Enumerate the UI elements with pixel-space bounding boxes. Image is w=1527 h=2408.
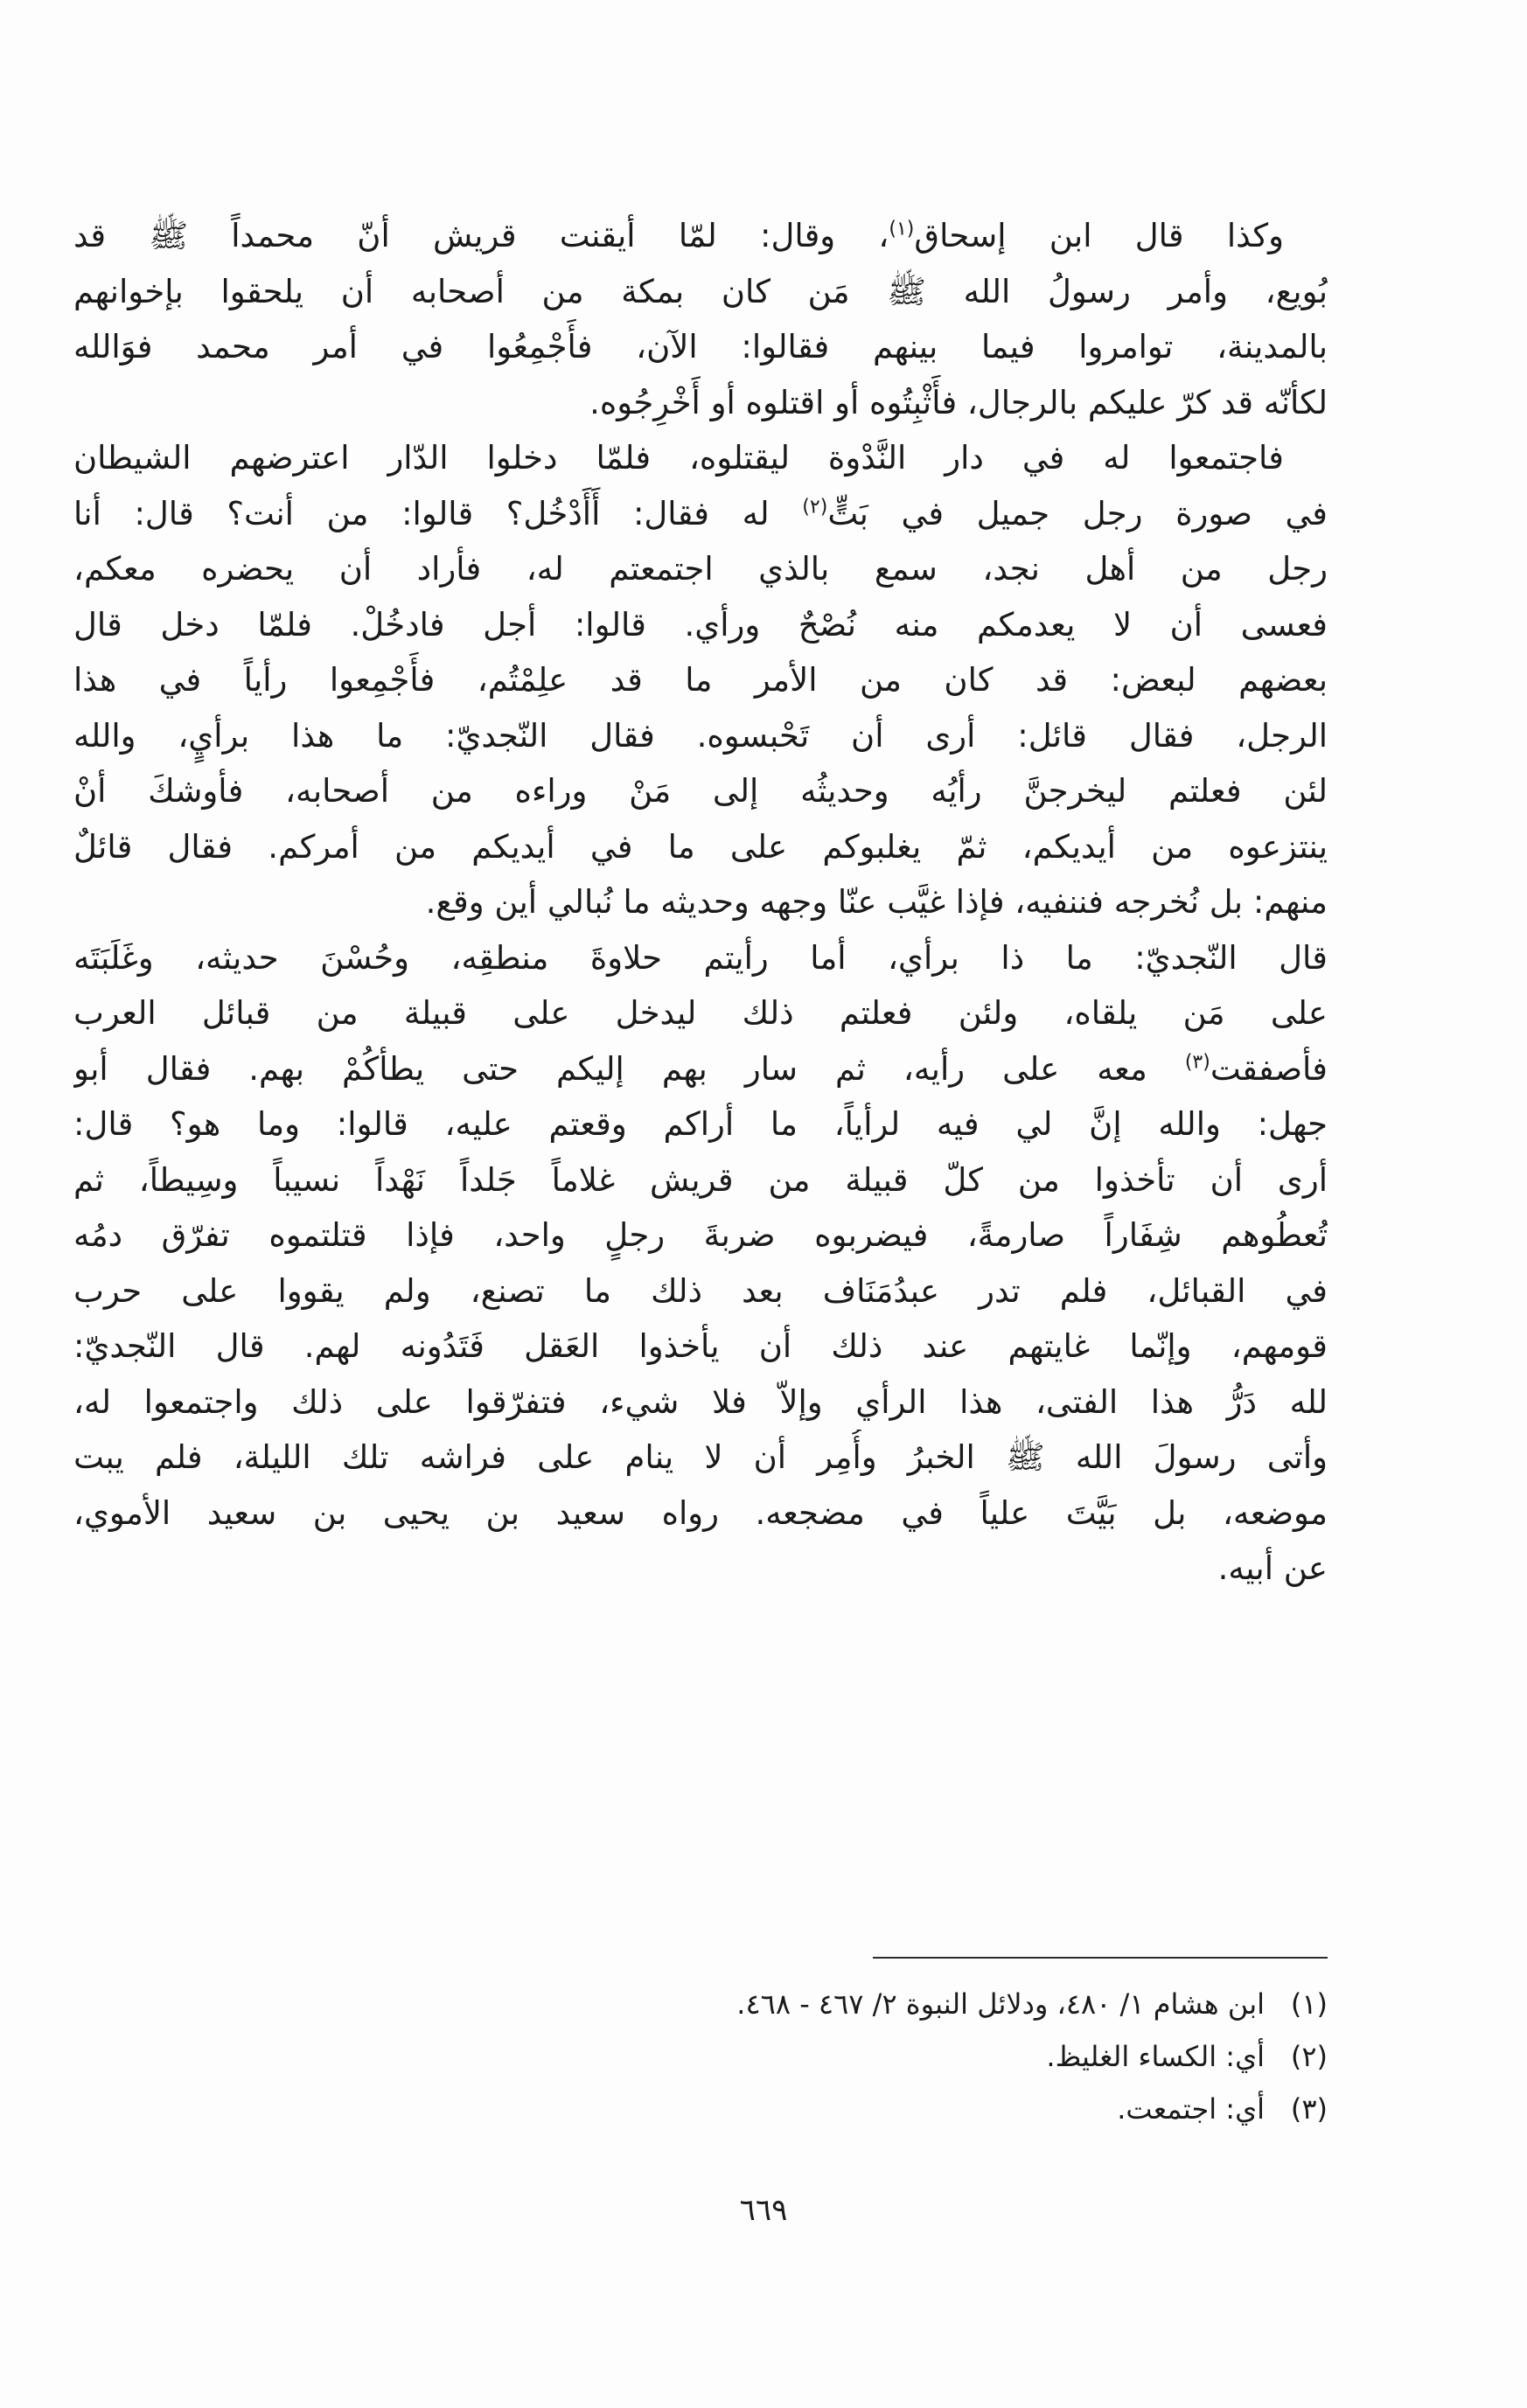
text-line: عن أبيه.	[1217, 1549, 1328, 1587]
footnote-ref[interactable]: (٣)	[1184, 1051, 1210, 1074]
text-line: قومهم، وإنّما غايتهم عند ذلك أن يأخذوا العَقل فَتَدُونه لهم. قال النّجديّ:	[73, 1327, 1328, 1365]
text-line: وكذا قال ابن إسحاق$^{(١)}$، وقال: لمّا أيقنت قريش أنّ محمداً ﷺ قد	[73, 217, 1284, 254]
text-line: على مَن يلقاه، ولئن فعلتم ذلك ليدخل على قبيلة من قبائل العرب	[73, 994, 1328, 1032]
main-text	[73, 208, 1328, 1597]
text-line: في صورة رجل جميل في بَتٍّ$^{(٢)}$ له فقال: أَأَدْخُل؟ قالوا: من أنت؟ قال: أنا	[73, 494, 1328, 532]
text-line: تُعطُوهم شِفَاراً صارمةً، فيضربوه ضربةَ رجلٍ واحد، فإذا قتلتموه تفرّق دمُه	[73, 1216, 1328, 1254]
footnote-item	[73, 1978, 1328, 2030]
text-line: بُويع، وأمر رسولُ الله ﷺ مَن كان بمكة من أصحابه أن يلحقوا بإخوانهم	[73, 272, 1328, 310]
text-line: منهم: بل نُخرجه فننفيه، فإذا غيَّب عنّا وجهه وحديثه ما نُبالي أين وقع.	[425, 883, 1328, 921]
text-line: جهل: والله إنَّ لي فيه لرأياً، ما أراكم وقعتم عليه، قالوا: وما هو؟ قال:	[73, 1105, 1328, 1143]
text-line: وأتى رسولَ الله ﷺ الخبرُ وأُمِر أن لا ينام على فراشه تلك الليلة، فلم يبت	[73, 1438, 1328, 1476]
text-line: فعسى أن لا يعدمكم منه نُصْحٌ ورأي. قالوا: أجل فادخُلْ. فلمّا دخل قال	[73, 605, 1328, 644]
text-line: لكأنّه قد كرّ عليكم بالرجال، فأَثْبِتُوه أو اقتلوه أو أَخْرِجُوه.	[589, 383, 1328, 421]
page-number: ٦٦٩	[739, 2193, 788, 2228]
text-line: بعضهم لبعض: قد كان من الأمر ما قد علِمْتُم، فأَجْمِعوا رأياً في هذا	[73, 661, 1328, 699]
text-line: الرجل، فقال قائل: أرى أن تَحْبسوه. فقال النّجديّ: ما هذا برأيٍ، والله	[73, 716, 1328, 755]
footnote-item	[73, 2030, 1328, 2083]
footnote-text: ابن هشام ١/ ٤٨٠، ودلائل النبوة ٢/ ٤٦٧ - ٤٦٨.	[736, 1987, 1265, 2021]
footnote-text: أي: الكساء الغليظ.	[1046, 2040, 1265, 2073]
text-line: ينتزعوه من أيديكم، ثمّ يغلبوكم على ما في أيديكم من أمركم. فقال قائلٌ	[73, 827, 1328, 866]
footnote-number: (١)	[1290, 1987, 1328, 2021]
footnote-separator	[873, 1957, 1328, 1959]
footnotes	[73, 1978, 1328, 2135]
footnote-ref[interactable]: (٢)	[802, 496, 828, 518]
footnote-text: أي: اجتمعت.	[1117, 2092, 1265, 2126]
text-line: فأصفقت$^{(٣)}$ معه على رأيه، ثم سار بهم إليكم حتى يطأكُمْ بهم. فقال أبو	[73, 1049, 1328, 1088]
text-line: أرى أن تأخذوا من كلّ قبيلة من قريش غلاماً جَلداً نَهْداً نسيباً وسِيطاً، ثم	[73, 1160, 1328, 1199]
text-line: في القبائل، فلم تدر عبدُمَنَاف بعد ذلك ما تصنع، ولم يقووا على حرب	[73, 1271, 1328, 1310]
footnote-item	[73, 2083, 1328, 2135]
text-line: لله دَرُّ هذا الفتى، هذا الرأي وإلاّ فلا شيء، فتفرّقوا على ذلك واجتمعوا له،	[73, 1382, 1328, 1421]
footnote-ref[interactable]: (١)	[889, 218, 915, 240]
text-line: بالمدينة، توامروا فيما بينهم فقالوا: الآن، فأَجْمِعُوا في أمر محمد فوَالله	[73, 328, 1328, 365]
text-line: موضعه، بل بَيَّتَ علياً في مضجعه. رواه سعيد بن يحيى بن سعيد الأموي،	[73, 1493, 1328, 1532]
text-line: فاجتمعوا له في دار النَّدْوة ليقتلوه، فلمّا دخلوا الدّار اعترضهم الشيطان	[73, 439, 1284, 477]
footnote-number: (٣)	[1290, 2092, 1328, 2126]
text-line: قال النّجديّ: ما ذا برأي، أما رأيتم حلاوةَ منطقِه، وحُسْنَ حديثه، وغَلَبَتَه	[73, 938, 1328, 977]
text-line: لئن فعلتم ليخرجنَّ رأيُه وحديثُه إلى مَنْ وراءه من أصحابه، فأوشكَ أنْ	[73, 772, 1328, 810]
footnote-number: (٢)	[1290, 2040, 1328, 2073]
text-line: رجل من أهل نجد، سمع بالذي اجتمعتم له، فأراد أن يحضره معكم،	[73, 550, 1328, 588]
